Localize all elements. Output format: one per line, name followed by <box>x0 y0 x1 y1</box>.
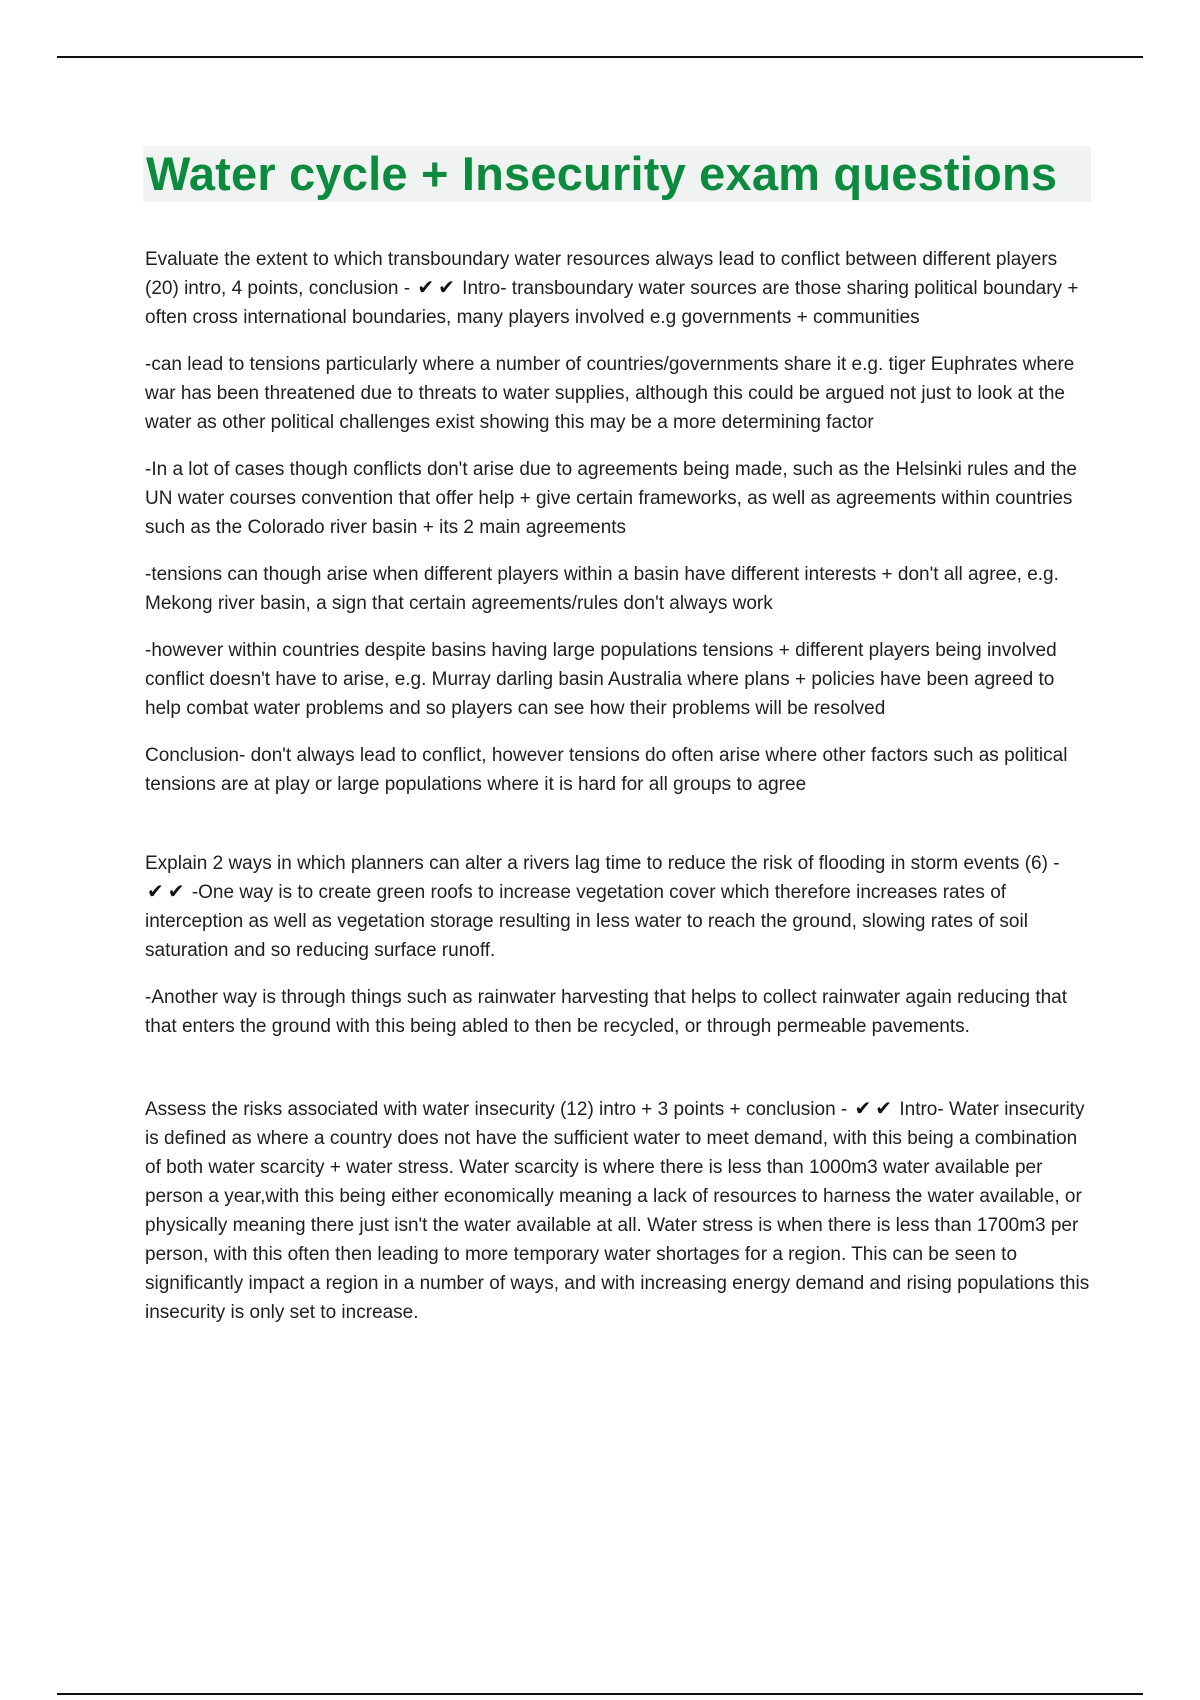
check-icon: ✔ <box>854 1098 872 1120</box>
top-rule <box>57 56 1143 58</box>
question-2-answer-intro: -One way is to create green roofs to increase vegetation cover which therefore increases rates of interception as well as vegetation storage resulting in less water to reach the ground, slowing rates of soil saturation and so reducing surface runoff. <box>145 882 1028 961</box>
check-icon: ✔ <box>417 277 435 299</box>
question-2-prompt: Explain 2 ways in which planners can alter a rivers lag time to reduce the risk of flooding in storm events (6) - <box>145 853 1060 874</box>
document-body <box>145 245 1090 1345</box>
check-icon: ✔ <box>167 881 185 903</box>
answer-paragraph: -can lead to tensions particularly where a number of countries/governments share it e.g. tiger Euphrates where war has been threatened due to threats to water supplies, although this could be argued not just to look at the water as other political challenges exist showing this may be a more determining factor <box>145 354 1075 433</box>
question-1 <box>145 245 1090 332</box>
answer-paragraph: -Another way is through things such as rainwater harvesting that helps to collect rainwater again reducing that that enters the ground with this being abled to then be recycled, or through permeable pavements. <box>145 987 1068 1037</box>
question-3-answer-intro: Intro- Water insecurity is defined as where a country does not have the sufficient water to meet demand, with this being a combination of both water scarcity + water stress. Water scarcity is where there is less than 1000m3 water available per person a year,with this being either economically meaning a lack of resources to harness the water available, or physically meaning there just isn't the water available at all. Water stress is when there is less than 1700m3 per person, with this often then leading to more temporary water shortages for a region. This can be seen to significantly impact a region in a number of ways, and with increasing energy demand and rising populations this insecurity is only set to increase. <box>145 1099 1090 1323</box>
answer-paragraph: -however within countries despite basins having large populations tensions + different players being involved conflict doesn't have to arise, e.g. Murray darling basin Australia where plans + policies have been agreed to help combat water problems and so players can see how their problems will be resolved <box>145 640 1057 719</box>
answer-paragraph: Conclusion- don't always lead to conflict, however tensions do often arise where other factors such as political tensions are at play or large populations where it is hard for all groups to agree <box>145 745 1068 795</box>
check-icon: ✔ <box>147 881 164 903</box>
question-1-answer-intro: Intro- transboundary water sources are those sharing political boundary + often cross international boundaries, many players involved e.g governments + communities <box>145 278 1079 328</box>
question-2 <box>145 849 1090 965</box>
check-icon: ✔ <box>875 1098 893 1120</box>
check-icon: ✔ <box>438 277 455 299</box>
answer-paragraph: -In a lot of cases though conflicts don't arise due to agreements being made, such as the Helsinki rules and the UN water courses convention that offer help + give certain frameworks, as well as agreements within countries such as the Colorado river basin + its 2 main agreements <box>145 459 1078 538</box>
answer-paragraph: -tensions can though arise when different players within a basin have different interests + don't all agree, e.g. Mekong river basin, a sign that certain agreements/rules don't always work <box>145 564 1059 614</box>
question-3-prompt: Assess the risks associated with water insecurity (12) intro + 3 points + conclusion - <box>145 1099 853 1120</box>
question-1-prompt: Evaluate the extent to which transboundary water resources always lead to conflict between different players (20) intro, 4 points, conclusion - <box>145 249 1058 299</box>
question-3 <box>145 1095 1090 1327</box>
page-title: Water cycle + Insecurity exam questions <box>146 147 1058 200</box>
bottom-rule <box>57 1693 1143 1695</box>
